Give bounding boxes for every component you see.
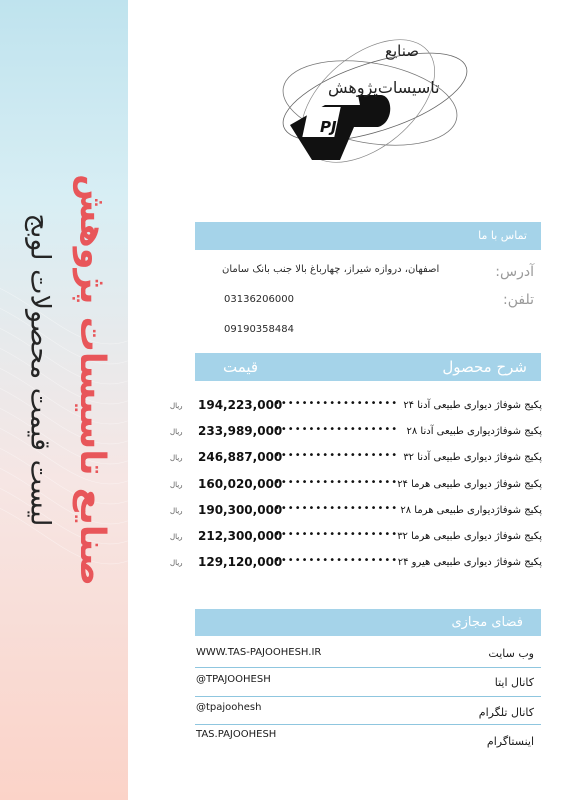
product-price: 246,887,000	[198, 450, 283, 464]
address-label: آدرس:	[495, 264, 534, 280]
currency-label: ریال	[170, 454, 183, 462]
logo-text-line2: تاسیسات‌پژوهش	[328, 78, 440, 97]
eitaa-label: کانال ایتا	[494, 676, 534, 689]
dot-leader: ••••••••••••••••••	[274, 450, 399, 461]
instagram-label: اینستاگرام	[486, 735, 534, 748]
product-price: 233,989,000	[198, 424, 283, 438]
instagram-link[interactable]: TAS.PAJOOHESH	[196, 729, 277, 740]
table-row	[170, 398, 542, 414]
phone-number-2: 09190358484	[224, 324, 294, 335]
currency-label: ریال	[170, 402, 183, 410]
product-price: 190,300,000	[198, 503, 283, 517]
website-link[interactable]: WWW.TAS-PAJOOHESH.IR	[196, 647, 322, 658]
telegram-label: کانال تلگرام	[478, 706, 534, 719]
contact-header: تماس با ما	[195, 222, 541, 250]
divider	[195, 667, 541, 668]
table-row	[170, 450, 542, 466]
dot-leader: ••••••••••••••••••	[274, 503, 399, 514]
dot-leader: ••••••••••••••••••	[274, 424, 399, 435]
column-header-price: قیمت	[223, 358, 259, 376]
product-name: پکیج شوفاژدیواری طبیعی آدنا ۲۸	[406, 426, 542, 437]
website-label: وب سایت	[488, 647, 534, 660]
table-row	[170, 477, 542, 493]
product-table-header	[195, 353, 541, 381]
dot-leader: ••••••••••••••••••	[274, 529, 399, 540]
product-price: 129,120,000	[198, 555, 283, 569]
sidebar-banner	[0, 0, 128, 800]
divider	[195, 696, 541, 697]
phone-number-1: 03136206000	[224, 294, 294, 305]
table-row	[170, 503, 542, 519]
product-price: 160,020,000	[198, 477, 283, 491]
sidebar-title-company: صنایع تاسیسات پژوهش	[72, 173, 112, 587]
currency-label: ریال	[170, 533, 183, 541]
table-row	[170, 424, 542, 440]
currency-label: ریال	[170, 481, 183, 489]
company-logo-icon	[270, 35, 470, 175]
product-name: پکیج شوفاژ دیواری طبیعی هرما ۲۴	[397, 479, 542, 490]
divider	[195, 724, 541, 725]
eitaa-link[interactable]: @TPAJOOHESH	[196, 674, 271, 685]
svg-text:PJ: PJ	[320, 118, 337, 136]
social-header: فضای مجازی	[195, 609, 541, 636]
product-name: پکیج شوفاژ دیواری طبیعی آدنا ۳۲	[403, 452, 542, 463]
product-price: 194,223,000	[198, 398, 283, 412]
table-row	[170, 529, 542, 545]
table-row	[170, 555, 542, 571]
product-name: پکیج شوفاژدیواری طبیعی هرما ۲۸	[400, 505, 542, 516]
currency-label: ریال	[170, 559, 183, 567]
logo-text-line1: صنایع	[385, 42, 419, 60]
product-name: پکیج شوفاژ دیواری طبیعی هرما ۳۲	[397, 531, 542, 542]
column-header-description: شرح محصول	[442, 358, 527, 376]
currency-label: ریال	[170, 428, 183, 436]
address-value: اصفهان، دروازه شیراز، چهارباغ بالا جنب بانک سامان	[222, 264, 440, 275]
product-name: پکیج شوفاژ دیواری طبیعی آدنا ۲۴	[403, 400, 542, 411]
product-name: پکیج شوفاژ دیواری طبیعی هیرو ۲۴	[397, 557, 542, 568]
dot-leader: ••••••••••••••••••	[274, 555, 399, 566]
sidebar-title-pricelist: لیست قیمت محصولات لوبج	[24, 213, 56, 527]
dot-leader: ••••••••••••••••••	[274, 398, 399, 409]
product-price: 212,300,000	[198, 529, 283, 543]
currency-label: ریال	[170, 507, 183, 515]
phone-label: تلفن:	[503, 292, 534, 308]
telegram-link[interactable]: @tpajoohesh	[196, 702, 262, 713]
dot-leader: ••••••••••••••••••	[274, 477, 399, 488]
